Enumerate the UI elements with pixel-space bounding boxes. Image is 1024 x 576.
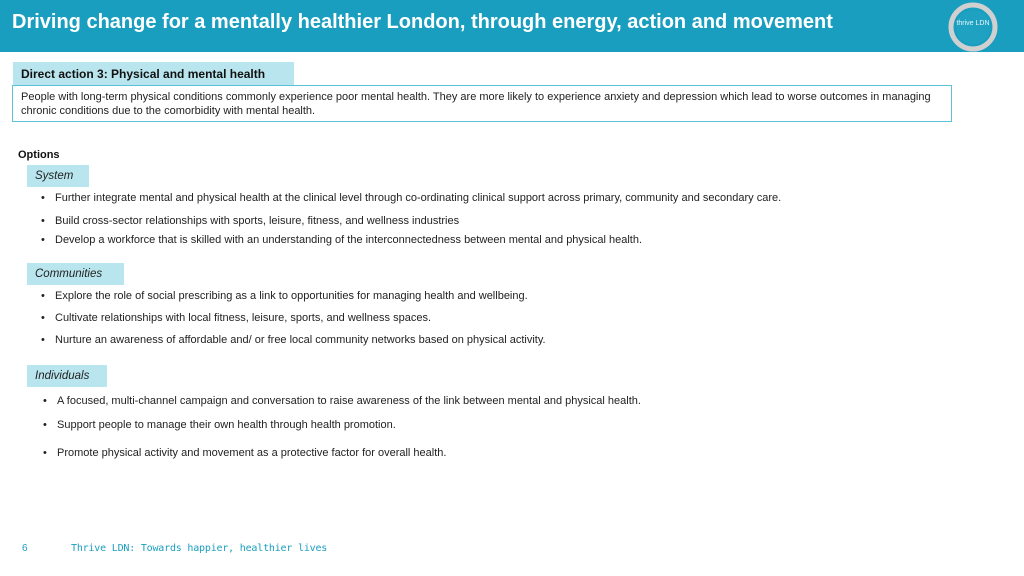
section-tag-individuals: Individuals (27, 365, 107, 387)
list-item: • Explore the role of social prescribing as a link to opportunities for managing health and wellbeing. (41, 290, 528, 302)
list-item-text: Promote physical activity and movement as a protective factor for overall health. (57, 447, 447, 459)
footer-text: Thrive LDN: Towards happier, healthier lives (71, 543, 328, 554)
list-item: • A focused, multi-channel campaign and conversation to raise awareness of the link between mental and physical health. (43, 395, 641, 407)
list-item-text: Nurture an awareness of affordable and/ or free local community networks based on physical activity. (55, 334, 546, 346)
section-tag-communities: Communities (27, 263, 124, 285)
page-title: Driving change for a mentally healthier London, through energy, action and movement (12, 11, 833, 33)
list-item-text: Cultivate relationships with local fitness, leisure, sports, and wellness spaces. (55, 312, 432, 324)
action-title: Direct action 3: Physical and mental health (13, 62, 294, 85)
list-item-text: Support people to manage their own health through health promotion. (57, 419, 396, 431)
list-item-text: Develop a workforce that is skilled with an understanding of the interconnectedness between mental and physical health. (55, 234, 643, 246)
list-item: • Promote physical activity and movement as a protective factor for overall health. (43, 447, 447, 459)
list-item: • Further integrate mental and physical health at the clinical level through co-ordinating clinical support across primary, community and secondary care. (41, 192, 782, 204)
action-summary: People with long-term physical conditions commonly experience poor mental health. They are more likely to experience anxiety and depression which lead to worse outcomes in managing chronic conditions due to the comorbidity with mental health. (12, 85, 952, 122)
list-item-text: Further integrate mental and physical health at the clinical level through co-ordinating clinical support across primary, community and secondary care. (55, 192, 782, 204)
list-item: • Develop a workforce that is skilled with an understanding of the interconnectedness between mental and physical health. (41, 234, 643, 246)
list-item: • Support people to manage their own health through health promotion. (43, 419, 396, 431)
section-tag-system: System (27, 165, 89, 187)
logo-text: thrive LDN (956, 20, 990, 27)
list-item: • Build cross-sector relationships with sports, leisure, fitness, and wellness industries (41, 215, 460, 227)
list-item: • Cultivate relationships with local fitness, leisure, sports, and wellness spaces. (41, 312, 432, 324)
header-bar (0, 0, 1024, 52)
list-item-text: Explore the role of social prescribing as a link to opportunities for managing health and wellbeing. (55, 290, 528, 302)
list-item-text: Build cross-sector relationships with sports, leisure, fitness, and wellness industries (55, 215, 460, 227)
options-label: Options (18, 149, 60, 161)
list-item-text: A focused, multi-channel campaign and conversation to raise awareness of the link between mental and physical health. (57, 395, 641, 407)
list-item: • Nurture an awareness of affordable and/ or free local community networks based on physical activity. (41, 334, 546, 346)
thrive-ldn-logo (946, 0, 1000, 74)
page-number: 6 (22, 543, 28, 554)
